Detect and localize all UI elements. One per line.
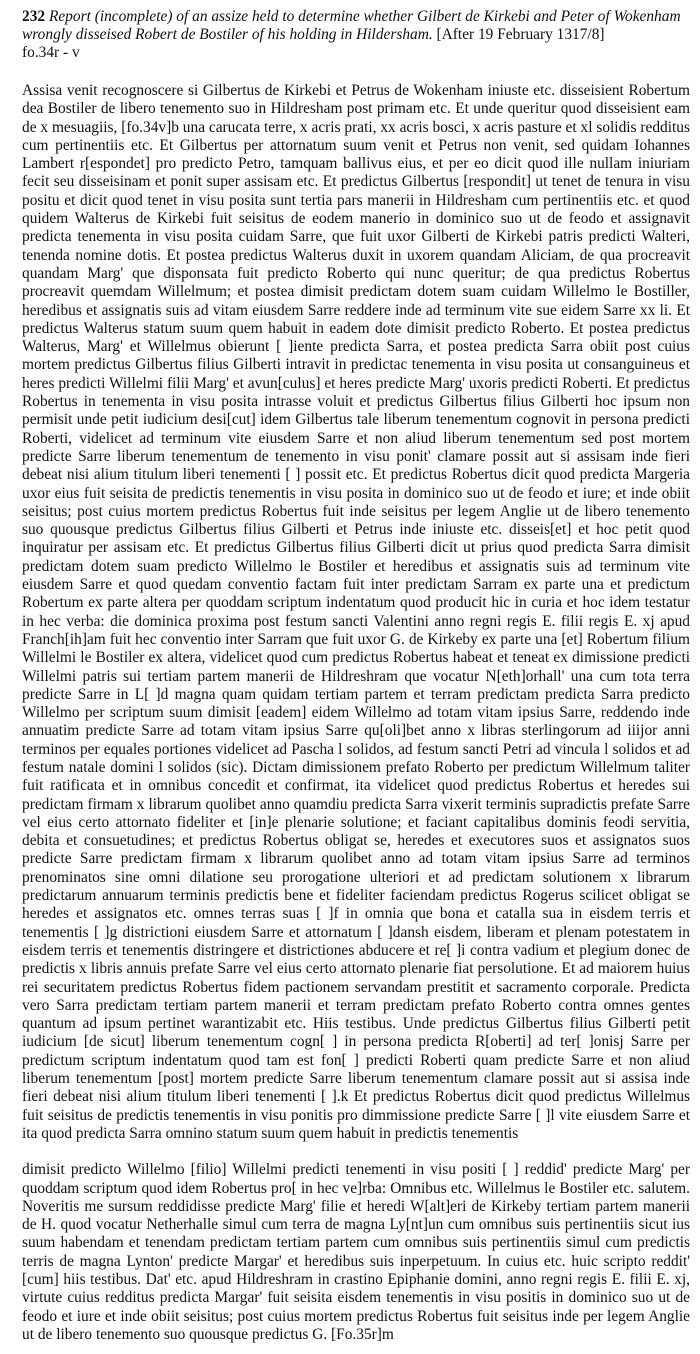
entry-heading (22, 8, 690, 44)
entry-date: [After 19 February 1317/8] (436, 26, 605, 43)
entry-number: 232 (22, 8, 46, 25)
entry-title: Report (incomplete) of an assize held to determine whether Gilbert de Kirkebi and Peter of Wokenham wrongly disseised Robert de Bostiler of his holding in Hildersham. (22, 8, 681, 43)
document-page (22, 8, 690, 1344)
body-paragraph-2: dimisit predicto Willelmo [filio] Willelmi predicti tenementi in visu positi [ ] reddid' predicte Marg' per quoddam scriptum quod idem Robertus pro[ in hec ve]rba: Omnibus etc. Willelmus le Bostiler etc. salutem. Noveritis me sursum reddidisse predicte Marg' filie et heredi W[alt]eri de Kirkeby tertiam partem manerii de H. quod vocatur Netherhalle simul cum terra de magna Ly[nt]un cum omnibus suis pertinentiis sicut ius suum habendam et tenendam predictam tertiam partem cum omnibus suis pertinentiis simul cum predictis terris de magna Lynton' predicte Margar' et heredibus suis inperpetuum. In cuius etc. huic scripto reddit' [cum] hiis testibus. Dat' etc. apud Hildreshram in crastino Epiphanie domini, anno regni regis E. filii E. xj, virtute cuius redditus predicta Margar' fuit seisita eisdem tenementis in visu positis in dominico suo ut de feodo et iure et inde obiit seisitus; post cuius mortem predictus Robertus fuit seisitus inde per legem Anglie ut de libero tenemento suo quousque predictus G. [Fo.35r]m (22, 1161, 690, 1343)
paragraph-gap (22, 1143, 690, 1161)
body-paragraph-1: Assisa venit recognoscere si Gilbertus de Kirkebi et Petrus de Wokenham iniuste etc. disseisient Robertum dea Bostiler de libero tenemento suo in Hildresham post primam etc. Et unde queritur quod disseisient eam de x mesuagiis, [fo.34v]b una carucata terre, x acris prati, xx acris bosci, x acris pasture et xl solidis redditus cum pertinentiis etc. Et Gilbertus per attornatum suum venit et Petrus non venit, sed quidam Iohannes Lambert r[espondet] pro predicto Petro, tamquam ballivus eius, et per eo dicit quod ille nullam iniuriam fecit seu disseisinam et ponit super assisam etc. Et predictus Gilbertus [respondit] ut tenet de tenura in visu positu et dicit quod tenet in visu posita sunt tertia pars manerii in Hildresham cum pertinentiis etc. et quod quidem Walterus de Kirkebi fuit seisitus de eodem manerio in dominico suo ut de feodo et assignavit predicta tenementa in visu posita cuidam Sarre, que fuit uxor Gilberti de Kirkebi patris predicti Walteri, tenenda nomine dotis. Et postea predictus Walterus duxit in uxorem quandam Aliciam, de qua procreavit quandam Marg' que disponsata fuit predicto Roberto qui nunc queritur; de qua predictus Robertus procreavit quemdam Willelmum; et postea dimisit predictam dotem suam cuidam Willelmo le Bostiller, heredibus et assignatis suis ad vitam eiusdem Sarre reddere inde ad terminum vite sue eidem Sarre xx li. Et predictus Walterus statum suum quem habuit in eadem dote dimisit predicto Roberto. Et postea predictus Walterus, Marg' et Willelmus obierunt [ ]iente predicta Sarra, et postea predicta Sarra obiit post cuius mortem predictus Gilbertus filius Gilberti intravit in predictac tenementa in visu posita ut consanguineus et heres predicti Willelmi filii Marg' et avun[culus] et heres predicte Marg' uxoris predicti Roberti. Et predictus Robertus in tenementa in visu posita intrasse voluit et predictus Gilbertus filius Gilberti hoc ipsum non permisit unde petit iudicium desi[cut] idem Gilbertus tale liberum tenementum cognovit in persona predicti Roberti, videlicet ad terminum vite eiusdem Sarre et non aliud liberum tenementum sed post mortem predicte Sarre liberum tenementum de tenemento in visu ponit' clamare possit aut si assisam inde fieri debeat nisi alium titulum liberi tenementi [ ] possit etc. Et predictus Robertus dicit quod predicta Margeria uxor eius fuit seisita de predictis tenementis in visu posita in dominico suo ut de feodo et iure; et inde obiit seisitus; post cuius mortem predictus Robertus fuit inde seisitus per legem Anglie ut de libero tenemento suo quousque predictus Gilbertus filius Gilberti et Petrus inde iniuste etc. disseis[et] et hoc petit quod inquiratur per assisam etc. Et predictus Gilbertus filius Gilberti dicit ut prius quod predicta Sarra dimisit predictam dotem suam predicto Willelmo le Bostiler et heredibus et assignatis suis ad terminum vite eiusdem Sarre et quod quedam conventio factam fuit inter predictam Sarram ex parte una et predictum Robertum ex parte altera per quoddam scriptum indentatum quod producit hic in curia et hoc idem testatur in hec verba: die dominica proxima post festum sancti Valentini anno regni regis E. filii regis E. xj apud Franch[ih]am fuit hec conventio inter Sarram que fuit uxor G. de Kirkeby ex parte una [et] Robertum filium Willelmi le Bostiler ex altera, videlicet quod cum predictus Robertus habeat et teneat ex dimissione predicti Willelmi patris sui tertiam partem manerii de Hildreshram que vocatur N[eth]orhall' una cum tota terra predicte Sarre in L[ ]d magna quam quidam tertiam partem et terram predictam predicta Sarra predicto Willelmo per scriptum suum dimisit [eadem] eidem Willelmo ad totam vitam ipsius Sarre, reddendo inde annuatim predicte Sarre ad totam vitam ipsius Sarre qu[oli]bet anno x libras sterlingorum ad iiijor anni terminos per equales portiones videlicet ad Pascha l solidos, ad festum sancti Petri ad vincula l solidos et ad festum natale domini l solidos (sic). Dictam dimissionem prefato Roberto per predictum Willelmum taliter fuit ratificata et in omnibus concedit et confirmat, ita videlicet quod predictus Robertus et heredes sui predictam firmam x librarum quolibet anno quamdiu predicta Sarra vixerit terminis supradictis prefate Sarre vel eius certo attornato fideliter et [in]e plenarie solutione; et faciant capitalibus dominis feodi servitia, debita et consuetudines; et predictus Robertus obligat se, heredes et executores suos et assignatos suos predicte Sarre predictam firmam x librarum quolibet anno ad totam vitam ipsius Sarre ad terminos prenominatos sine omni dilatione seu prorogatione ulteriori et ad predictam solutionem x librarum predictarum annuarum terminis predictis bene et fideliter faciendam predictus Rogerus scilicet obligat se heredes et assignatos etc. omnes terras suas [ ]f in omnia que bona et catalla sua in eisdem terris et tenementis [ ]g districtioni eiusdem Sarre et attornatum [ ]dansh eisdem, liberam et plenam potestatem in eisdem terris et tenementis distringere et districtiones abducere et re[ ]i contra vadium et plegium donec de predictis x libris annuis prefate Sarre vel eius certo attornato plenarie fiat persolutione. Et ad maiorem huius rei securitatem predictus Robertus fidem pactionem servandam prestitit et sacramento corporale. Predicta vero Sarra predictam tertiam partem manerii et terram predictam prefato Roberto contra omnes gentes quantum ad ipsum pertinet warantizabit etc. Hiis testibus. Unde predictus Gilbertus filius Gilberti petit iudicium [de sicut] liberum tenementum cogn[ ] in persona predicta R[oberti] ad ter[ ]onisj Sarre per predictum scriptum indentatum quod tam est fon[ ] predicti Roberti quam predicte Sarre et non aliud liberum tenementum [post] mortem predicte Sarre liberum tenementum clamare possit aut si assisa inde fieri debeat nisi alium titulum liberi tenementi [ ].k Et predictus Robertus dicit quod predictus Willelmus fuit seisitus de predictis tenementis in visu ponitis pro dimmissione predicte Sarre [ ]l vite eiusdem Sarre et ita quod predicta Sarra omnino statum suum quem habuit in predictis tenementis (22, 82, 690, 1142)
folio-reference: fo.34r - v (22, 44, 80, 61)
